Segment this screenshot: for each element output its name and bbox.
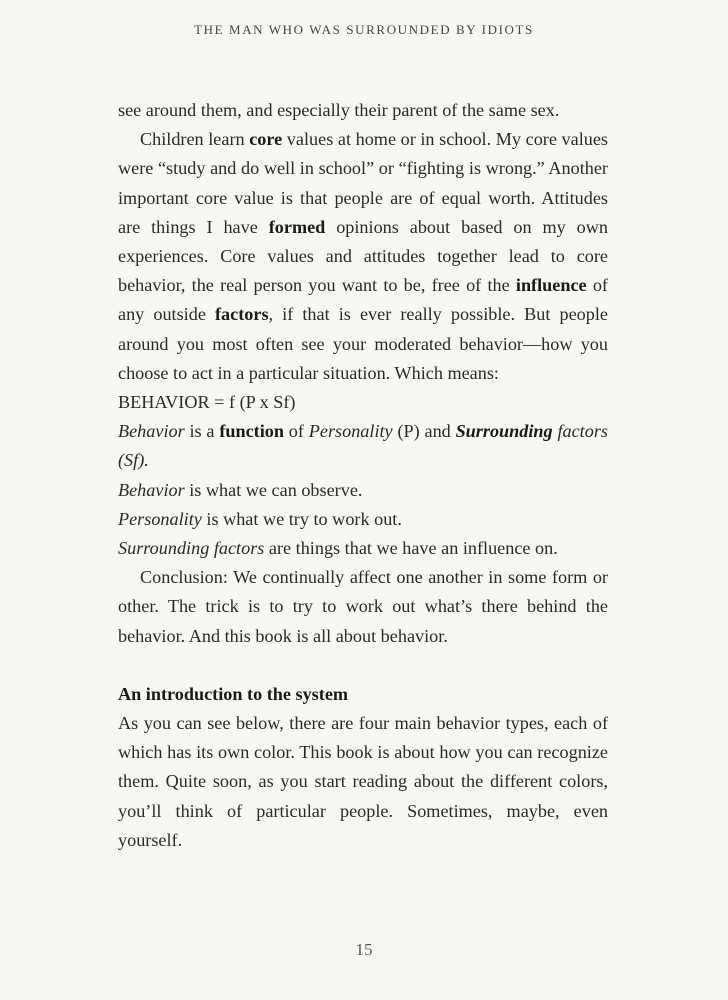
formula: BEHAVIOR = f (P x Sf)	[118, 392, 296, 413]
text-run: is what we can observe.	[184, 479, 363, 500]
paragraph-continued: see around them, and especially their parent of the same sex.	[118, 100, 560, 120]
italic-term: Behavior	[118, 421, 185, 442]
text-run: is a	[184, 421, 220, 442]
definition-surrounding-factors	[118, 534, 608, 563]
bold-term-function: function	[219, 421, 284, 442]
bold-term-influence: influence	[515, 275, 587, 296]
text-run: opinions about based on my own experiences. Core values and attitudes together lead to core behavior, the real person you want to be, free of the	[118, 216, 608, 296]
definition-function	[118, 417, 608, 475]
definition-personality	[118, 505, 608, 534]
bold-term-core: core	[249, 129, 283, 150]
italic-term: Behavior	[118, 479, 185, 500]
body-text	[118, 96, 608, 855]
bold-term-factors: factors	[215, 304, 269, 325]
text-run: of	[284, 421, 309, 442]
text-run: is what we try to work out.	[201, 508, 402, 529]
running-head: THE MAN WHO WAS SURROUNDED BY IDIOTS	[194, 22, 534, 37]
definition-behavior	[118, 476, 608, 505]
text-run: are things that we have an influence on.	[264, 538, 558, 559]
text-run: , if that is ever really possible. But people around you most often see your moderated behavior—how you choose to act in a particular situation. Which means:	[118, 304, 608, 383]
italic-term: factors (Sf).	[118, 421, 608, 471]
paragraph-core-values	[118, 125, 608, 388]
text-run: values at home or in school. My core values were “study and do well in school” or “fighting is wrong.” Another important core value is that people are of equal worth. Attitudes are things I have	[118, 129, 608, 237]
text-run: Children learn	[140, 129, 250, 150]
page-number: 15	[355, 940, 373, 959]
bold-term-formed: formed	[268, 216, 326, 237]
bold-italic-term: Surrounding	[455, 421, 553, 442]
section-spacer	[118, 651, 608, 680]
italic-term: Personality	[118, 508, 202, 529]
paragraph-introduction: As you can see below, there are four main behavior types, each of which has its own color. This book is about how you can recognize them. Quite soon, as you start reading about the different colors, you’ll think of particular people. Sometimes, maybe, even yourself.	[118, 713, 608, 850]
italic-term: Surrounding factors	[118, 538, 265, 559]
paragraph-conclusion: Conclusion: We continually affect one another in some form or other. The trick is to try to work out what’s there behind the behavior. And this book is all about behavior.	[118, 567, 608, 646]
text-run: of any outside	[118, 275, 608, 325]
italic-term: Personality	[308, 421, 393, 442]
text-run: (P) and	[392, 421, 456, 442]
section-heading: An introduction to the system	[118, 683, 349, 704]
